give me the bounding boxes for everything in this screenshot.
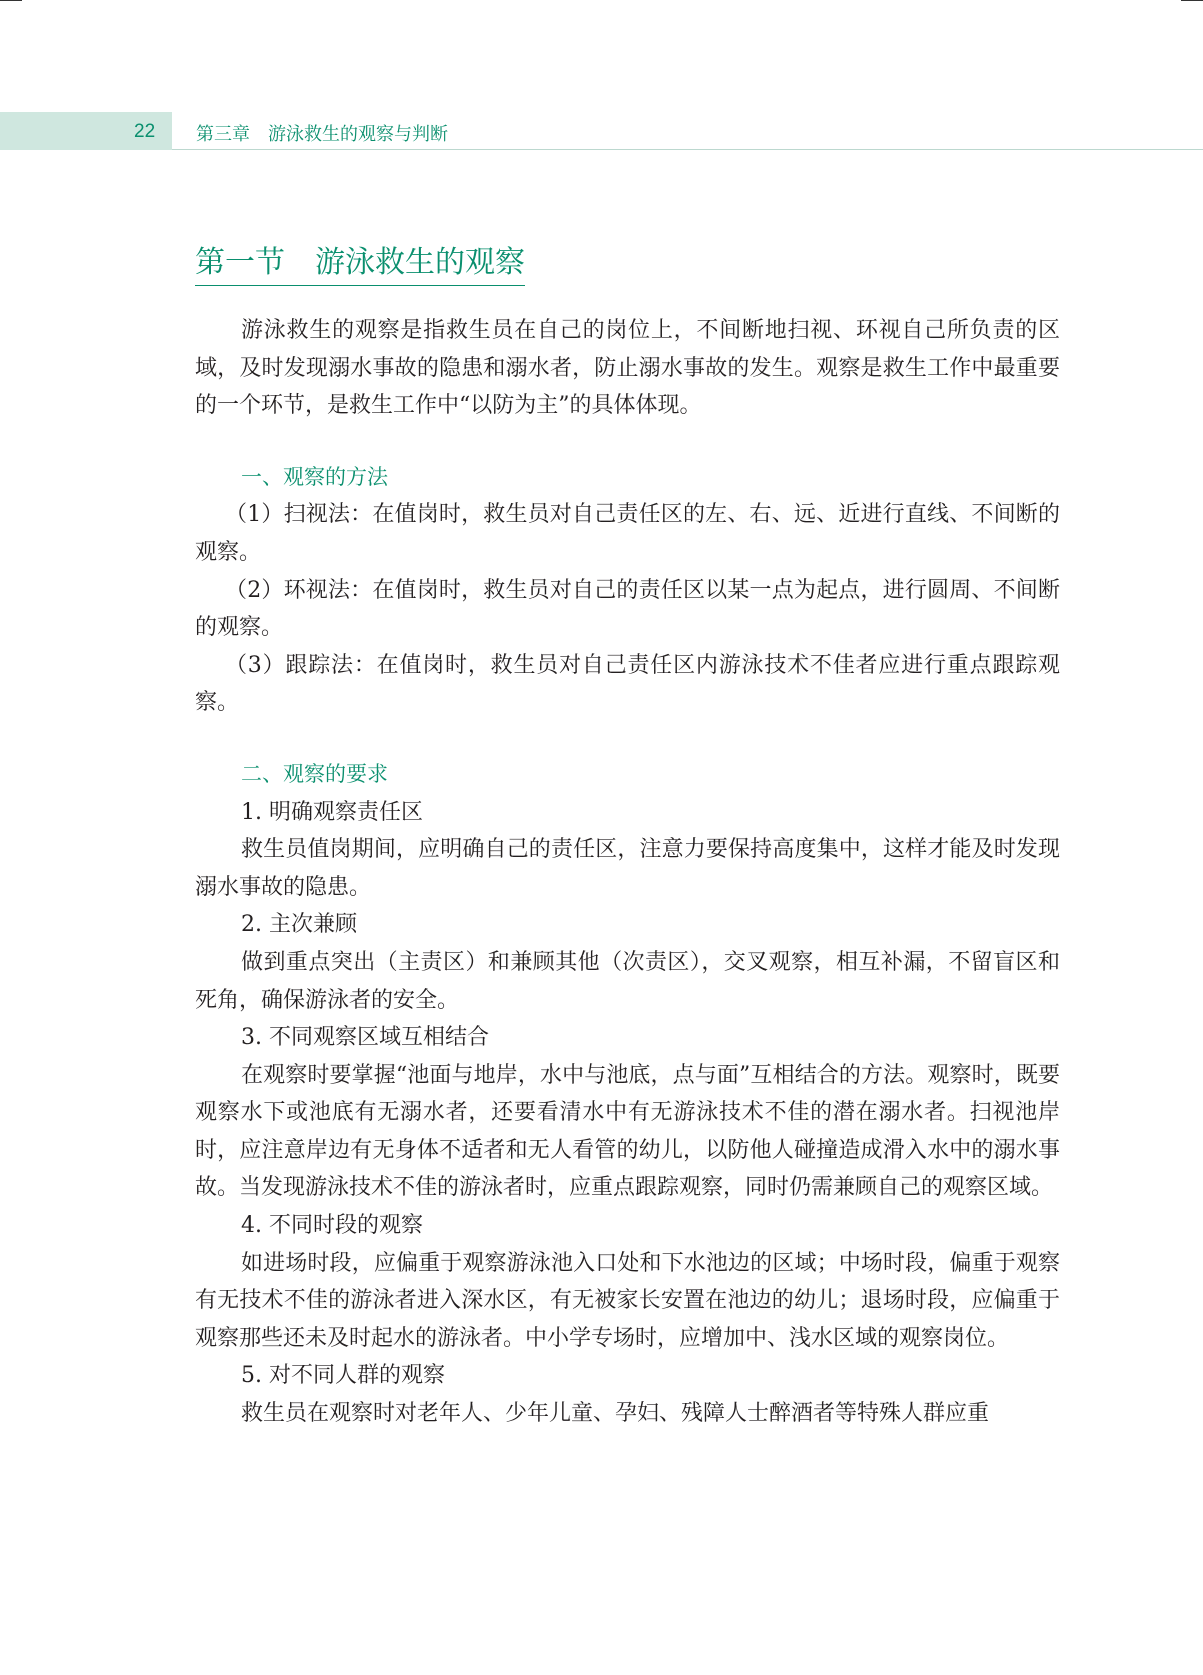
requirement-1-text: 救生员值岗期间，应明确自己的责任区，注意力要保持高度集中，这样才能及时发现溺水事故的隐患。 <box>195 837 1060 900</box>
section-title: 第一节 游泳救生的观察 <box>195 237 525 286</box>
requirement-1-title: 1. 明确观察责任区 <box>241 799 423 825</box>
requirement-3-text: 在观察时要掌握“池面与地岸，水中与池底，点与面”互相结合的方法。观察时，既要观察水下或池底有无溺水者，还要看清水中有无游泳技术不佳的潜在溺水者。扫视池岸时，应注意岸边有无身体不适者和无人看管的幼儿，以防他人碰撞造成滑入水中的溺水事故。当发现游泳技术不佳的游泳者时，应重点跟踪观察，同时仍需兼顾自己的观察区域。 <box>195 1062 1060 1201</box>
method-ring-paragraph: （2）环视法：在值岗时，救生员对自己的责任区以某一点为起点，进行圆周、不间断的观察。 <box>195 577 1060 641</box>
requirement-2-text: 做到重点突出（主责区）和兼顾其他（次责区），交叉观察，相互补漏，不留盲区和死角，确保游泳者的安全。 <box>195 949 1060 1013</box>
requirement-2-title: 2. 主次兼顾 <box>241 912 357 938</box>
subheading-methods: 一、观察的方法 <box>241 464 388 489</box>
method-scan-paragraph: （1）扫视法：在值岗时，救生员对自己责任区的左、右、远、近进行直线、不间断的观察。 <box>195 502 1060 565</box>
requirement-4-text: 如进场时段，应偏重于观察游泳池入口处和下水池边的区域；中场时段，偏重于观察有无技术不佳的游泳者进入深水区，有无被家长安置在池边的幼儿；退场时段，应偏重于观察那些还未及时起水的游泳者。中小学专场时，应增加中、浅水区域的观察岗位。 <box>195 1250 1060 1351</box>
spacer <box>195 425 1060 459</box>
subheading-requirements: 二、观察的要求 <box>241 761 388 786</box>
crop-mark-left <box>0 0 22 1</box>
body-content <box>195 312 1060 1433</box>
running-head: 第三章 游泳救生的观察与判断 <box>196 124 448 145</box>
method-track-paragraph: （3）跟踪法：在值岗时，救生员对自己责任区内游泳技术不佳者应进行重点跟踪观察。 <box>195 652 1060 716</box>
page-number: 22 <box>134 121 156 142</box>
requirement-5-text: 救生员在观察时对老年人、少年儿童、孕妇、残障人士醉酒者等特殊人群应重 <box>241 1401 990 1427</box>
intro-paragraph: 游泳救生的观察是指救生员在自己的岗位上，不间断地扫视、环视自己所负责的区域，及时发现溺水事故的隐患和溺水者，防止溺水事故的发生。观察是救生工作中最重要的一个环节，是救生工作中“以防为主”的具体体现。 <box>195 318 1060 419</box>
spacer <box>195 722 1060 756</box>
header-rule <box>172 149 1203 150</box>
requirement-4-title: 4. 不同时段的观察 <box>241 1213 423 1239</box>
crop-mark-right <box>1181 0 1203 1</box>
requirement-5-title: 5. 对不同人群的观察 <box>241 1363 445 1389</box>
requirement-3-title: 3. 不同观察区域互相结合 <box>241 1025 489 1051</box>
